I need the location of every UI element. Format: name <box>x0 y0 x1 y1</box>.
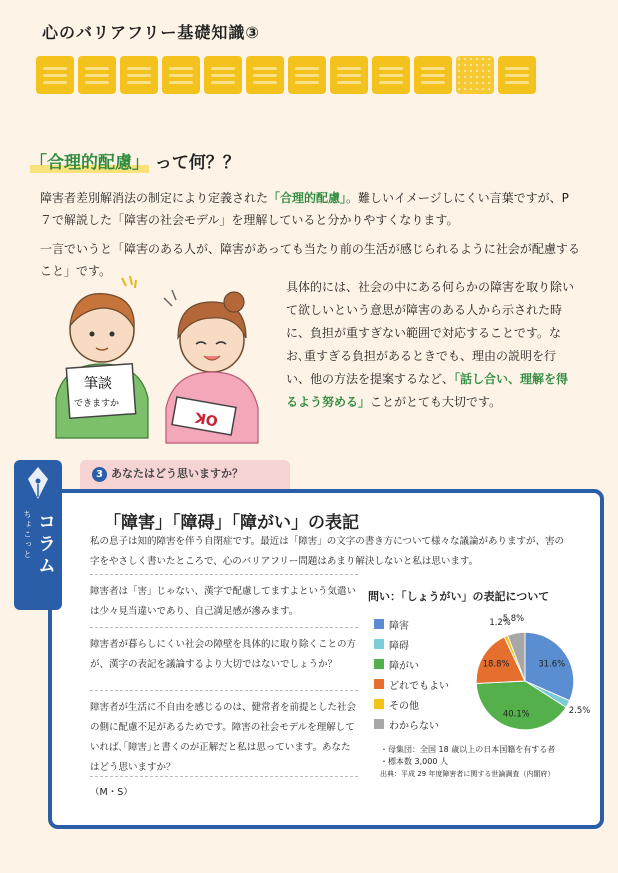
heading-rest: って何？？ <box>154 153 240 173</box>
legend-swatch <box>374 679 384 689</box>
legend-label: わからない <box>389 720 439 732</box>
legend-label: 障碍 <box>389 640 409 652</box>
progress-tile <box>162 56 200 94</box>
legend-label: その他 <box>389 700 419 712</box>
column-badge-ruby: ちょこっと <box>23 510 32 560</box>
progress-tile <box>120 56 158 94</box>
column-paragraph-3: 障害者が生活に不自由を感じるのは、健常者を前提とした社会の側に配慮不足があるためです。障害の社会モデルを理解していれば､｢障害｣と書くのが正解だと私は思っています。あなたはどう思いますか？ <box>90 702 357 773</box>
legend-item <box>374 634 449 654</box>
column-lead: 私の息子は知的障害を伴う自閉症です。最近は「障害」の文字の書き方について様々な議論がありますが、害の字をやさしく書いたところで、心のバリアフリー問題はあまり解決しないと私は思います。 <box>90 536 565 567</box>
detail-highlight: 「話し合い、理解を得るよう努める」 <box>286 372 569 409</box>
progress-tile <box>414 56 452 94</box>
definition-paragraph: 一言でいうと「障害のある人が、障害があっても当たり前の生活が感じられるように社会が配慮すること」です。 <box>40 242 580 278</box>
chart-notes <box>380 744 555 780</box>
progress-tiles <box>36 56 536 94</box>
progress-tile <box>330 56 368 94</box>
progress-tile <box>78 56 116 94</box>
chart-note-2: ・標本数 3,000 人 <box>380 757 448 766</box>
legend-label: どれでもよい <box>389 680 449 692</box>
heading-highlight: 「合理的配慮」 <box>30 153 149 173</box>
pie-data-label: 2.5% <box>568 705 591 716</box>
chart-title: 問い：「しょうがい」の表記について <box>368 590 550 603</box>
legend-swatch <box>374 639 384 649</box>
detail-text-rest: ことがとても大切です。 <box>370 395 502 409</box>
legend-item <box>374 694 449 714</box>
chart-legend <box>374 614 449 734</box>
progress-tile <box>246 56 284 94</box>
legend-item <box>374 714 449 734</box>
progress-tile <box>204 56 242 94</box>
legend-item <box>374 674 449 694</box>
pie-data-label: 40.1% <box>502 708 530 719</box>
intro-text: 障害者差別解消法の制定により定義された <box>40 191 269 205</box>
communication-illustration <box>44 268 274 448</box>
legend-swatch <box>374 699 384 709</box>
intro-text-rest: 。難しいイメージしにくい言葉ですが、P７で解説した「障害の社会モデル」を理解していると分かりやすくなります。 <box>40 191 569 227</box>
pie-data-label: 1.2% <box>489 617 511 628</box>
legend-item <box>374 614 449 634</box>
progress-tile <box>288 56 326 94</box>
detail-text: 具体的には、社会の中にある何らかの障害を取り除いて欲しいという意思が障害のある人から示された時に、負担が重すぎない範囲で対応することです。なお､重すぎる負担があるときでも、理由の説明を行い、他の方法を提案するなど、 <box>286 280 575 386</box>
column-paragraph-1: 障害者は「害」じゃない、漢字で配慮してますよという気遣いは少々見当違いであり、自己満足感が滲みます。 <box>90 586 357 617</box>
pie-data-label: 31.6% <box>538 658 566 669</box>
column-signature: （M・S） <box>90 787 133 798</box>
sign-text-2: できますか <box>74 399 120 409</box>
column-badge-label: コラム <box>35 512 56 578</box>
progress-tile <box>36 56 74 94</box>
legend-label: 障害 <box>389 620 409 632</box>
pie-chart <box>450 606 600 756</box>
progress-tile <box>372 56 410 94</box>
illustration <box>44 268 274 448</box>
tab-label: あなたはどう思いますか？ <box>111 467 243 480</box>
legend-swatch <box>374 659 384 669</box>
pie-data-label: 5.8% <box>502 613 525 624</box>
progress-tile <box>498 56 536 94</box>
section-heading <box>30 148 240 173</box>
column-paragraph-2: 障害者が暮らしにくい社会の障壁を具体的に取り除くことの方が、漢字の表記を議論するより大切ではないでしょうか？ <box>90 639 357 670</box>
pad-text: OK <box>193 408 220 429</box>
legend-item <box>374 654 449 674</box>
pie-data-label: 18.8% <box>482 658 510 669</box>
progress-tile <box>456 56 494 94</box>
column-question-tab <box>80 460 290 490</box>
legend-swatch <box>374 619 384 629</box>
detail-paragraph <box>286 276 576 414</box>
intro-paragraph <box>40 187 580 231</box>
legend-label: 障がい <box>389 660 419 672</box>
column-title: 「障害」「障碍」「障がい」の表記 <box>104 513 359 533</box>
sign-text-1: 筆談 <box>84 376 112 392</box>
fountain-pen-icon <box>22 465 54 501</box>
intro-highlight: 「合理的配慮」 <box>268 191 347 205</box>
chart-note-1: ・母集団：全国 18 歳以上の日本国籍を有する者 <box>380 745 556 754</box>
legend-swatch <box>374 719 384 729</box>
tab-number-badge: 3 <box>92 467 107 482</box>
page-title: 心のバリアフリー基礎知識③ <box>42 23 260 42</box>
chart-source: 出典：平成 29 年度障害者に関する世論調査（内閣府） <box>380 770 555 778</box>
